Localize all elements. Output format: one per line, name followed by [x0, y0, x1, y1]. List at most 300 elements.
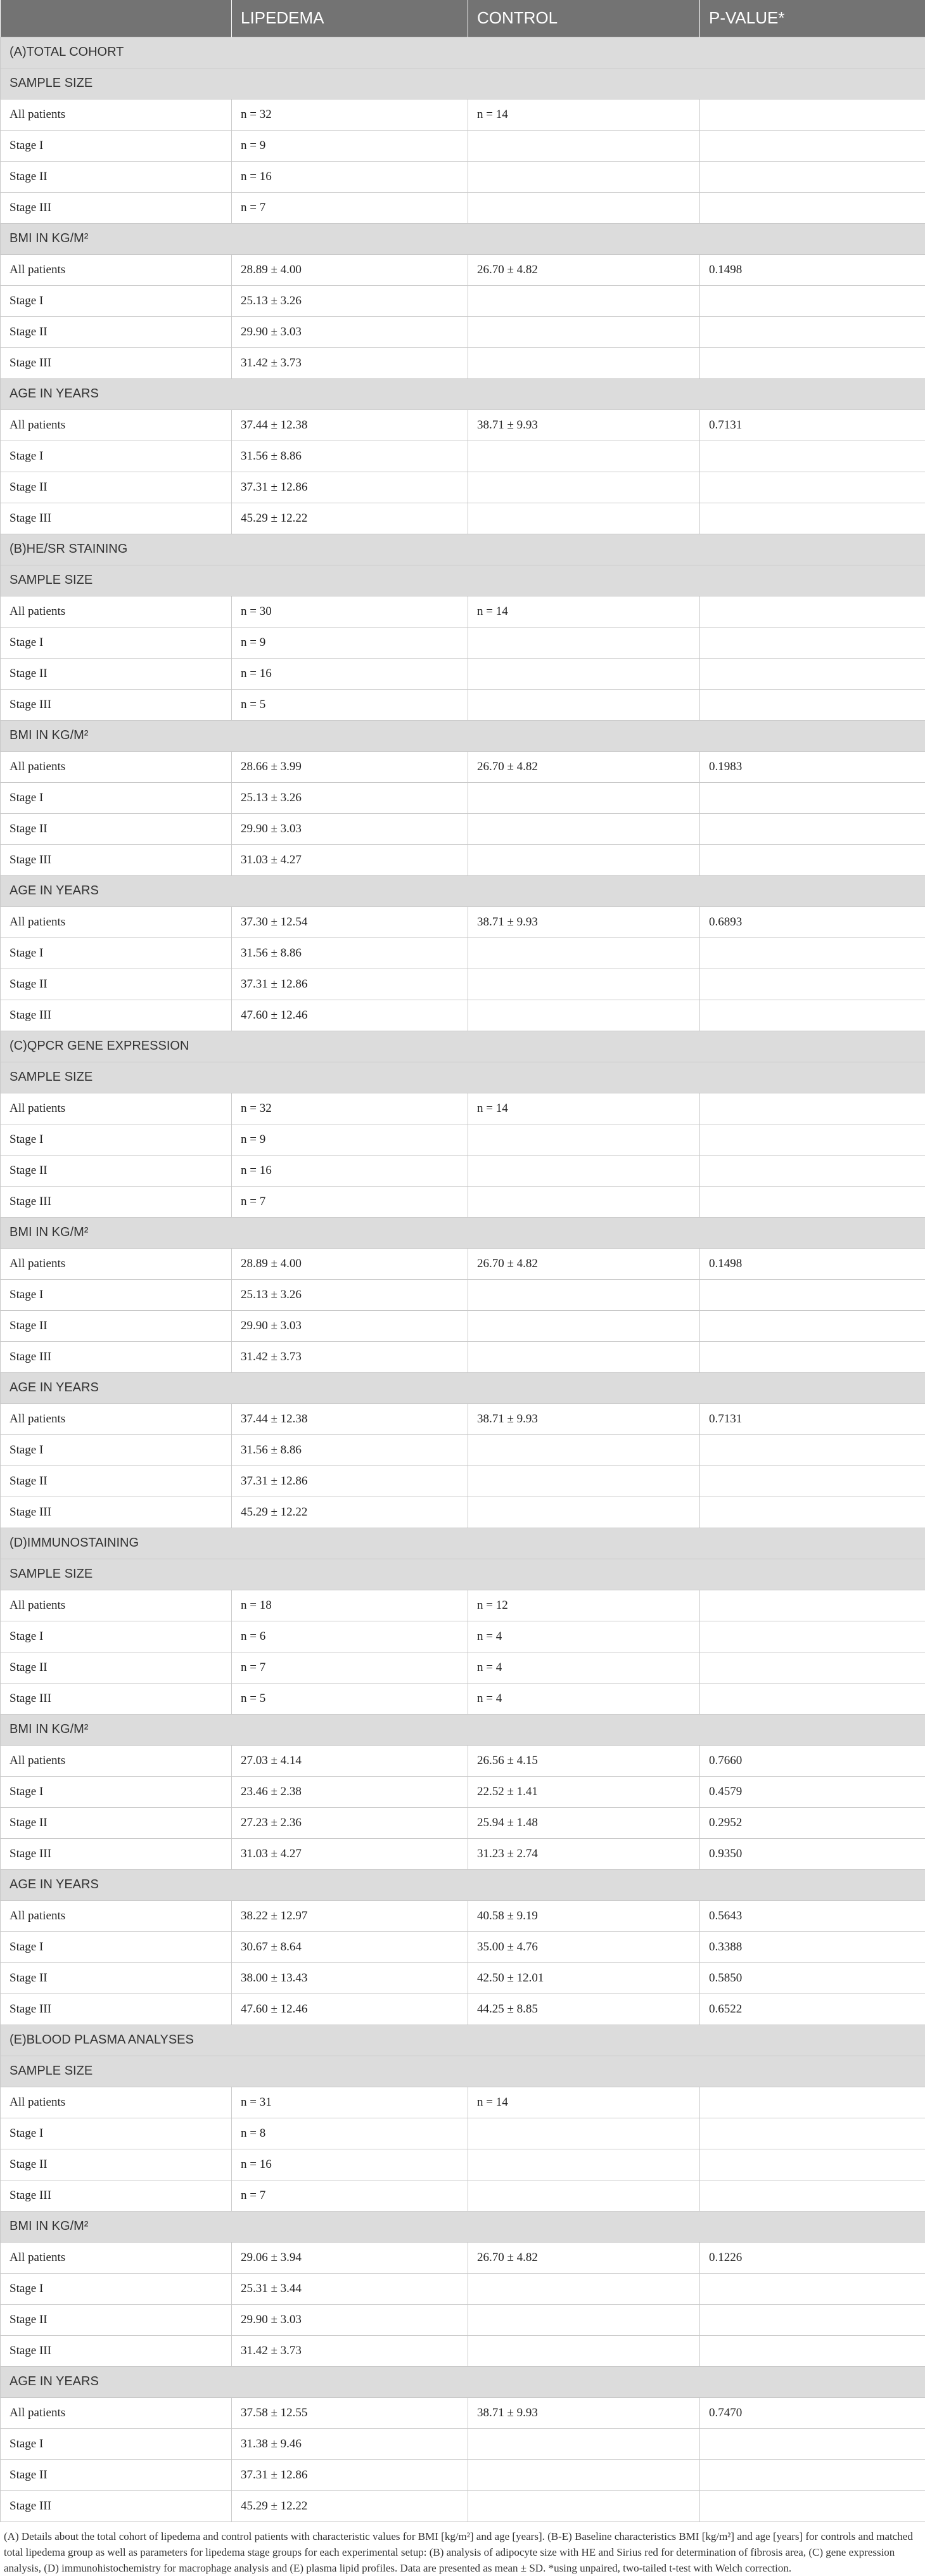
lipedema-value-cell: 23.46 ± 2.38	[232, 1776, 468, 1807]
row-label-cell: Stage III	[1, 1683, 232, 1714]
table-row	[1, 2273, 925, 2304]
table-row	[1, 503, 925, 534]
control-value-cell	[468, 627, 700, 658]
control-value-cell	[468, 1465, 700, 1497]
section-title: (B)HE/SR STAINING	[1, 534, 925, 565]
control-value-cell	[468, 658, 700, 689]
row-label-cell: Stage II	[1, 969, 232, 1000]
table-row	[1, 2304, 925, 2335]
lipedema-value-cell: n = 16	[232, 161, 468, 192]
lipedema-value-cell: 28.89 ± 4.00	[232, 254, 468, 285]
p-value-cell: 0.6522	[700, 1993, 925, 2025]
row-label-cell: Stage III	[1, 2180, 232, 2211]
row-label-cell: All patients	[1, 2087, 232, 2118]
row-label-cell: All patients	[1, 906, 232, 937]
p-value-cell: 0.1498	[700, 254, 925, 285]
row-label-cell: All patients	[1, 1093, 232, 1124]
lipedema-value-cell: n = 30	[232, 596, 468, 627]
table-row	[1, 1155, 925, 1186]
table-footnote: (A) Details about the total cohort of lipedema and control patients with characteristic values for BMI [kg/m²] and age [years]. (B-E) Baseline characteristics BMI [kg/m²] and age [years] for controls and matched total lipedema group as well as parameters for lipedema stage groups for each experimental setup: (B) analysis of adipocyte size with HE and Sirius red for determination of fibrosis area, (C) gene expression analysis, (D) immunohistochemistry for macrophage analysis and (E) plasma lipid profiles. Data are presented as mean ± SD. *using unpaired, two-tailed t-test with Welch correction.	[0, 2522, 925, 2576]
row-label-cell: Stage II	[1, 472, 232, 503]
group-header-row	[1, 2366, 925, 2397]
table-row	[1, 596, 925, 627]
lipedema-value-cell: 45.29 ± 12.22	[232, 503, 468, 534]
row-label-cell: Stage II	[1, 1155, 232, 1186]
table-row	[1, 1900, 925, 1931]
p-value-cell: 0.5643	[700, 1900, 925, 1931]
row-label-cell: Stage I	[1, 285, 232, 316]
row-label-cell: Stage I	[1, 937, 232, 969]
control-value-cell	[468, 285, 700, 316]
lipedema-value-cell: 38.00 ± 13.43	[232, 1962, 468, 1993]
p-value-cell	[700, 2180, 925, 2211]
table-row	[1, 1248, 925, 1279]
table-row	[1, 1186, 925, 1217]
row-label-cell: Stage III	[1, 844, 232, 875]
control-value-cell	[468, 441, 700, 472]
row-label-cell: Stage II	[1, 2459, 232, 2490]
p-value-cell: 0.4579	[700, 1776, 925, 1807]
row-label-cell: All patients	[1, 596, 232, 627]
table-row	[1, 1497, 925, 1528]
control-value-cell: 44.25 ± 8.85	[468, 1993, 700, 2025]
control-value-cell: 38.71 ± 9.93	[468, 409, 700, 441]
row-label-cell: All patients	[1, 99, 232, 130]
table-row	[1, 1000, 925, 1031]
table-row	[1, 161, 925, 192]
lipedema-value-cell: n = 9	[232, 1124, 468, 1155]
group-title: AGE IN YEARS	[1, 378, 925, 409]
p-value-cell	[700, 347, 925, 378]
table-row	[1, 2397, 925, 2428]
row-label-cell: Stage III	[1, 2490, 232, 2521]
header-cell-label	[1, 0, 232, 37]
control-value-cell	[468, 2180, 700, 2211]
table-row	[1, 1124, 925, 1155]
p-value-cell	[700, 2273, 925, 2304]
table-row	[1, 937, 925, 969]
table-row	[1, 969, 925, 1000]
table-row	[1, 1745, 925, 1776]
table-row	[1, 441, 925, 472]
control-value-cell: n = 4	[468, 1621, 700, 1652]
table-row	[1, 130, 925, 161]
control-value-cell	[468, 2490, 700, 2521]
section-title: (E)BLOOD PLASMA ANALYSES	[1, 2025, 925, 2056]
section-header-row	[1, 2025, 925, 2056]
row-label-cell: Stage I	[1, 2428, 232, 2459]
control-value-cell: n = 14	[468, 99, 700, 130]
p-value-cell	[700, 1341, 925, 1372]
row-label-cell: Stage I	[1, 1931, 232, 1962]
p-value-cell	[700, 441, 925, 472]
group-title: SAMPLE SIZE	[1, 565, 925, 596]
group-title: AGE IN YEARS	[1, 1869, 925, 1900]
p-value-cell	[700, 1155, 925, 1186]
row-label-cell: Stage II	[1, 2304, 232, 2335]
table-row	[1, 1621, 925, 1652]
group-title: BMI IN KG/M²	[1, 1217, 925, 1248]
group-header-row	[1, 1217, 925, 1248]
control-value-cell	[468, 130, 700, 161]
control-value-cell	[468, 1000, 700, 1031]
row-label-cell: All patients	[1, 254, 232, 285]
row-label-cell: Stage I	[1, 782, 232, 813]
table-row	[1, 1776, 925, 1807]
p-value-cell	[700, 2304, 925, 2335]
group-header-row	[1, 875, 925, 906]
control-value-cell	[468, 1155, 700, 1186]
control-value-cell: 26.70 ± 4.82	[468, 751, 700, 782]
p-value-cell	[700, 937, 925, 969]
p-value-cell	[700, 596, 925, 627]
table-row	[1, 1838, 925, 1869]
lipedema-value-cell: n = 7	[232, 1186, 468, 1217]
control-value-cell: 40.58 ± 9.19	[468, 1900, 700, 1931]
p-value-cell	[700, 1124, 925, 1155]
table-row	[1, 285, 925, 316]
group-title: BMI IN KG/M²	[1, 223, 925, 254]
group-header-row	[1, 1372, 925, 1403]
table-row	[1, 1590, 925, 1621]
p-value-cell	[700, 1621, 925, 1652]
table-row	[1, 844, 925, 875]
control-value-cell: n = 14	[468, 596, 700, 627]
row-label-cell: Stage III	[1, 1497, 232, 1528]
p-value-cell	[700, 1590, 925, 1621]
table-body	[1, 37, 925, 2521]
control-value-cell	[468, 782, 700, 813]
lipedema-value-cell: n = 6	[232, 1621, 468, 1652]
section-header-row	[1, 1528, 925, 1559]
p-value-cell: 0.1983	[700, 751, 925, 782]
lipedema-value-cell: 37.31 ± 12.86	[232, 969, 468, 1000]
lipedema-value-cell: 25.13 ± 3.26	[232, 782, 468, 813]
p-value-cell	[700, 1465, 925, 1497]
row-label-cell: Stage I	[1, 1621, 232, 1652]
p-value-cell	[700, 658, 925, 689]
lipedema-value-cell: 25.13 ± 3.26	[232, 1279, 468, 1310]
row-label-cell: All patients	[1, 2242, 232, 2273]
lipedema-value-cell: 45.29 ± 12.22	[232, 2490, 468, 2521]
control-value-cell	[468, 503, 700, 534]
row-label-cell: Stage II	[1, 2149, 232, 2180]
table-row	[1, 2087, 925, 2118]
lipedema-value-cell: 31.42 ± 3.73	[232, 1341, 468, 1372]
lipedema-value-cell: 37.31 ± 12.86	[232, 1465, 468, 1497]
row-label-cell: All patients	[1, 1745, 232, 1776]
table-row	[1, 1652, 925, 1683]
control-value-cell	[468, 844, 700, 875]
row-label-cell: Stage II	[1, 658, 232, 689]
lipedema-value-cell: n = 7	[232, 192, 468, 223]
lipedema-value-cell: n = 18	[232, 1590, 468, 1621]
group-title: AGE IN YEARS	[1, 2366, 925, 2397]
row-label-cell: Stage III	[1, 2335, 232, 2366]
row-label-cell: Stage III	[1, 347, 232, 378]
row-label-cell: Stage II	[1, 1962, 232, 1993]
p-value-cell: 0.2952	[700, 1807, 925, 1838]
table-row	[1, 2428, 925, 2459]
group-title: BMI IN KG/M²	[1, 1714, 925, 1745]
p-value-cell	[700, 2087, 925, 2118]
lipedema-value-cell: n = 7	[232, 2180, 468, 2211]
p-value-cell	[700, 1652, 925, 1683]
control-value-cell	[468, 813, 700, 844]
table-row	[1, 2149, 925, 2180]
p-value-cell	[700, 969, 925, 1000]
lipedema-value-cell: 27.03 ± 4.14	[232, 1745, 468, 1776]
lipedema-value-cell: 29.06 ± 3.94	[232, 2242, 468, 2273]
table-row	[1, 813, 925, 844]
p-value-cell	[700, 1434, 925, 1465]
p-value-cell: 0.7470	[700, 2397, 925, 2428]
lipedema-value-cell: n = 9	[232, 627, 468, 658]
table-row	[1, 2118, 925, 2149]
group-header-row	[1, 565, 925, 596]
control-value-cell	[468, 2273, 700, 2304]
row-label-cell: Stage II	[1, 1807, 232, 1838]
lipedema-value-cell: 38.22 ± 12.97	[232, 1900, 468, 1931]
p-value-cell	[700, 2149, 925, 2180]
lipedema-value-cell: 37.58 ± 12.55	[232, 2397, 468, 2428]
control-value-cell: n = 4	[468, 1683, 700, 1714]
p-value-cell: 0.1498	[700, 1248, 925, 1279]
lipedema-value-cell: 31.56 ± 8.86	[232, 937, 468, 969]
table-row	[1, 627, 925, 658]
control-value-cell: 31.23 ± 2.74	[468, 1838, 700, 1869]
lipedema-value-cell: 37.44 ± 12.38	[232, 1403, 468, 1434]
group-title: BMI IN KG/M²	[1, 2211, 925, 2242]
table-row	[1, 347, 925, 378]
control-value-cell: 25.94 ± 1.48	[468, 1807, 700, 1838]
table-row	[1, 1341, 925, 1372]
row-label-cell: Stage I	[1, 1776, 232, 1807]
group-title: BMI IN KG/M²	[1, 720, 925, 751]
header-cell-p-value: P-VALUE*	[700, 0, 925, 37]
control-value-cell	[468, 969, 700, 1000]
table-row	[1, 751, 925, 782]
control-value-cell	[468, 2149, 700, 2180]
lipedema-value-cell: n = 32	[232, 99, 468, 130]
control-value-cell	[468, 1124, 700, 1155]
group-title: AGE IN YEARS	[1, 875, 925, 906]
lipedema-value-cell: 31.42 ± 3.73	[232, 347, 468, 378]
p-value-cell: 0.7660	[700, 1745, 925, 1776]
control-value-cell	[468, 1186, 700, 1217]
lipedema-value-cell: n = 16	[232, 1155, 468, 1186]
group-header-row	[1, 1869, 925, 1900]
control-value-cell	[468, 1434, 700, 1465]
lipedema-value-cell: 28.89 ± 4.00	[232, 1248, 468, 1279]
control-value-cell: 26.56 ± 4.15	[468, 1745, 700, 1776]
row-label-cell: Stage III	[1, 689, 232, 720]
control-value-cell	[468, 161, 700, 192]
table-row	[1, 782, 925, 813]
lipedema-value-cell: 25.13 ± 3.26	[232, 285, 468, 316]
lipedema-value-cell: n = 9	[232, 130, 468, 161]
p-value-cell	[700, 285, 925, 316]
row-label-cell: Stage III	[1, 192, 232, 223]
lipedema-value-cell: n = 8	[232, 2118, 468, 2149]
group-header-row	[1, 68, 925, 99]
lipedema-value-cell: 27.23 ± 2.36	[232, 1807, 468, 1838]
table-row	[1, 1993, 925, 2025]
lipedema-value-cell: n = 5	[232, 1683, 468, 1714]
table-row	[1, 2335, 925, 2366]
p-value-cell: 0.7131	[700, 1403, 925, 1434]
p-value-cell	[700, 813, 925, 844]
row-label-cell: Stage III	[1, 1341, 232, 1372]
lipedema-value-cell: 31.38 ± 9.46	[232, 2428, 468, 2459]
row-label-cell: Stage I	[1, 2273, 232, 2304]
table-row	[1, 1807, 925, 1838]
p-value-cell	[700, 316, 925, 347]
table-row	[1, 472, 925, 503]
row-label-cell: All patients	[1, 1403, 232, 1434]
p-value-cell	[700, 99, 925, 130]
lipedema-value-cell: 30.67 ± 8.64	[232, 1931, 468, 1962]
lipedema-value-cell: 29.90 ± 3.03	[232, 1310, 468, 1341]
group-header-row	[1, 720, 925, 751]
row-label-cell: Stage II	[1, 1652, 232, 1683]
lipedema-value-cell: n = 31	[232, 2087, 468, 2118]
table-row	[1, 254, 925, 285]
group-header-row	[1, 1559, 925, 1590]
p-value-cell	[700, 1497, 925, 1528]
table-row	[1, 316, 925, 347]
control-value-cell: 35.00 ± 4.76	[468, 1931, 700, 1962]
row-label-cell: Stage I	[1, 1434, 232, 1465]
control-value-cell	[468, 472, 700, 503]
control-value-cell	[468, 1341, 700, 1372]
table-row	[1, 192, 925, 223]
control-value-cell: 22.52 ± 1.41	[468, 1776, 700, 1807]
control-value-cell	[468, 1497, 700, 1528]
lipedema-value-cell: 28.66 ± 3.99	[232, 751, 468, 782]
lipedema-value-cell: 47.60 ± 12.46	[232, 1000, 468, 1031]
group-header-row	[1, 1062, 925, 1093]
p-value-cell	[700, 689, 925, 720]
group-title: SAMPLE SIZE	[1, 1559, 925, 1590]
control-value-cell	[468, 192, 700, 223]
control-value-cell: 38.71 ± 9.93	[468, 906, 700, 937]
control-value-cell	[468, 2304, 700, 2335]
p-value-cell	[700, 627, 925, 658]
row-label-cell: Stage III	[1, 1000, 232, 1031]
p-value-cell	[700, 2335, 925, 2366]
lipedema-value-cell: 29.90 ± 3.03	[232, 813, 468, 844]
table-row	[1, 99, 925, 130]
row-label-cell: All patients	[1, 751, 232, 782]
table-row	[1, 1279, 925, 1310]
p-value-cell	[700, 192, 925, 223]
row-label-cell: Stage II	[1, 1310, 232, 1341]
lipedema-value-cell: 37.30 ± 12.54	[232, 906, 468, 937]
table-row	[1, 2459, 925, 2490]
lipedema-value-cell: n = 16	[232, 2149, 468, 2180]
table-row	[1, 1310, 925, 1341]
lipedema-value-cell: 31.56 ± 8.86	[232, 441, 468, 472]
table-header-row	[1, 0, 925, 37]
control-value-cell	[468, 316, 700, 347]
lipedema-value-cell: 37.31 ± 12.86	[232, 2459, 468, 2490]
section-title: (C)QPCR GENE EXPRESSION	[1, 1031, 925, 1062]
lipedema-value-cell: 31.03 ± 4.27	[232, 1838, 468, 1869]
control-value-cell	[468, 2428, 700, 2459]
table-row	[1, 1434, 925, 1465]
table-row	[1, 658, 925, 689]
lipedema-value-cell: 45.29 ± 12.22	[232, 1497, 468, 1528]
control-value-cell	[468, 347, 700, 378]
row-label-cell: Stage III	[1, 1186, 232, 1217]
section-header-row	[1, 1031, 925, 1062]
control-value-cell: 38.71 ± 9.93	[468, 2397, 700, 2428]
header-cell-control: CONTROL	[468, 0, 700, 37]
p-value-cell	[700, 2490, 925, 2521]
table-row	[1, 1093, 925, 1124]
p-value-cell	[700, 2118, 925, 2149]
group-header-row	[1, 378, 925, 409]
p-value-cell	[700, 1310, 925, 1341]
p-value-cell: 0.1226	[700, 2242, 925, 2273]
lipedema-value-cell: 29.90 ± 3.03	[232, 2304, 468, 2335]
lipedema-value-cell: 31.42 ± 3.73	[232, 2335, 468, 2366]
row-label-cell: Stage I	[1, 2118, 232, 2149]
control-value-cell	[468, 937, 700, 969]
table-row	[1, 2180, 925, 2211]
row-label-cell: Stage II	[1, 161, 232, 192]
control-value-cell: n = 14	[468, 1093, 700, 1124]
lipedema-value-cell: 31.56 ± 8.86	[232, 1434, 468, 1465]
group-title: SAMPLE SIZE	[1, 68, 925, 99]
p-value-cell	[700, 161, 925, 192]
row-label-cell: All patients	[1, 409, 232, 441]
control-value-cell	[468, 2335, 700, 2366]
lipedema-value-cell: 31.03 ± 4.27	[232, 844, 468, 875]
p-value-cell	[700, 472, 925, 503]
control-value-cell	[468, 2118, 700, 2149]
row-label-cell: All patients	[1, 1248, 232, 1279]
row-label-cell: Stage I	[1, 627, 232, 658]
table-row	[1, 1403, 925, 1434]
p-value-cell: 0.3388	[700, 1931, 925, 1962]
row-label-cell: Stage I	[1, 130, 232, 161]
row-label-cell: Stage II	[1, 1465, 232, 1497]
p-value-cell	[700, 782, 925, 813]
control-value-cell: 38.71 ± 9.93	[468, 1403, 700, 1434]
table-row	[1, 2242, 925, 2273]
p-value-cell: 0.6893	[700, 906, 925, 937]
p-value-cell	[700, 130, 925, 161]
row-label-cell: Stage III	[1, 1838, 232, 1869]
control-value-cell	[468, 2459, 700, 2490]
p-value-cell	[700, 844, 925, 875]
p-value-cell	[700, 1683, 925, 1714]
group-title: AGE IN YEARS	[1, 1372, 925, 1403]
group-header-row	[1, 2056, 925, 2087]
row-label-cell: Stage I	[1, 1279, 232, 1310]
lipedema-value-cell: 37.31 ± 12.86	[232, 472, 468, 503]
group-header-row	[1, 2211, 925, 2242]
control-value-cell: n = 14	[468, 2087, 700, 2118]
p-value-cell: 0.5850	[700, 1962, 925, 1993]
lipedema-value-cell: n = 32	[232, 1093, 468, 1124]
section-title: (D)IMMUNOSTAINING	[1, 1528, 925, 1559]
table-row	[1, 906, 925, 937]
p-value-cell	[700, 2428, 925, 2459]
table-row	[1, 1683, 925, 1714]
